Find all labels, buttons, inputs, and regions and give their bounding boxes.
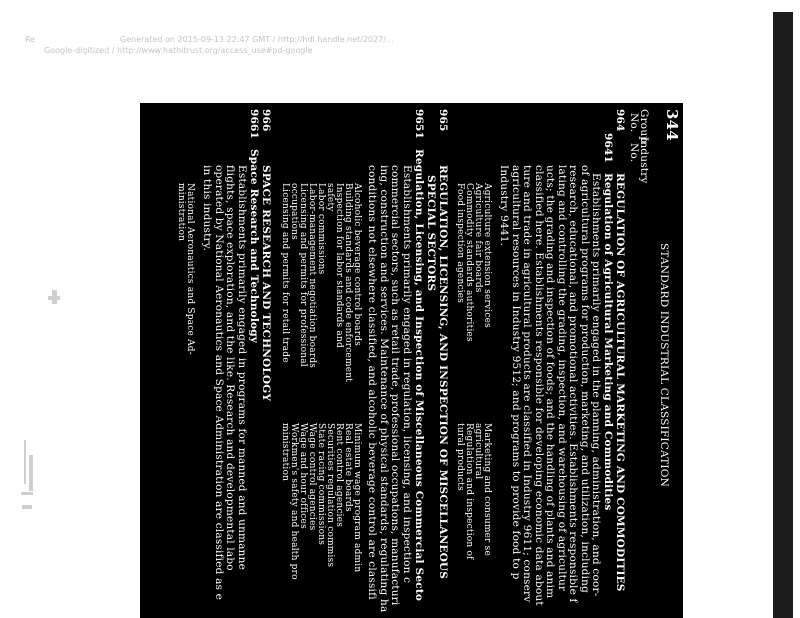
scanned-page <box>140 103 683 618</box>
group-title: REGULATION OF AGRICULTURAL MARKETING AND COMMODITIES <box>614 173 626 592</box>
list-item: State racing commissions <box>316 423 326 546</box>
scan-left-mark: Re <box>25 35 36 44</box>
body-line: of agricultural programs for production, marketing, and utilization, including <box>579 165 591 594</box>
list-item: Labor commissions <box>316 183 326 275</box>
body-line: commercial sectors, such as retail trade, professional occupations, manufacturi <box>389 165 402 606</box>
col-head-no: No. <box>628 113 640 133</box>
body-line: Establishments primarily engaged in the planning, administration, and coor- <box>590 173 603 597</box>
list-item: Minimum wage program admin <box>352 423 362 573</box>
list-item: Real estate boards <box>343 423 353 512</box>
group-number: 964 <box>614 109 626 132</box>
group-number: 965 <box>437 109 449 132</box>
list-item: Inspection for labor standards and <box>334 183 344 348</box>
list-item: Labor-management negotiation boards <box>307 183 317 369</box>
group-title: REGULATION, LICENSING, AND INSPECTION OF MISCELLANEOUS <box>437 165 449 580</box>
list-item: Regulation and inspection of <box>464 423 474 560</box>
body-line: operated by National Aeronautics and Space Administration are classified as e <box>213 165 225 601</box>
list-item: ministration <box>280 423 290 482</box>
list-item: Wage and hour offices <box>298 423 308 529</box>
group-title: SPECIAL SECTORS <box>425 175 437 292</box>
list-item: Securities regulation commiss <box>325 423 335 568</box>
industry-number: 9641 <box>602 133 614 164</box>
body-line: ucts; the grading and inspection of foods; and the handling of plants and anim <box>544 165 557 599</box>
body-line: Establishments primarily engaged in programs for manned and unmanne <box>236 165 248 571</box>
body-line: agricultural resources in Industry 9512; and programs to provide food to p <box>510 165 522 580</box>
industry-title: Regulation, Licensing, and Inspection of Miscellaneous Commercial Secto <box>413 149 425 602</box>
industry-number: 9661 <box>248 109 260 140</box>
list-item: tural products <box>455 423 465 491</box>
list-item: Licensing and permits for professional <box>298 183 308 367</box>
body-line: flights, space exploration, and the like. Research and developmental labo <box>224 165 237 571</box>
col-head-no: No. <box>628 143 640 163</box>
col-head-group: Group <box>638 109 650 144</box>
industry-title: Space Research and Technology <box>248 149 260 344</box>
list-item: Alcoholic beverage control boards <box>352 183 362 346</box>
group-number: 966 <box>260 109 272 132</box>
scrollbar[interactable] <box>773 12 793 618</box>
col-head-industry: Industry <box>638 137 650 184</box>
list-item: Wage control agencies <box>307 423 317 531</box>
body-line: Industry 9441. <box>498 165 511 247</box>
list-item: ministration <box>176 183 186 242</box>
body-line: Establishments primarily engaged in regulation, licensing, and inspection c <box>401 165 413 584</box>
list-item: Agriculture extension services <box>482 183 492 328</box>
list-item: Agriculture fair boards <box>473 183 483 293</box>
body-line: research, educational, and promotional activities. Establishments responsible f <box>567 165 580 603</box>
industry-title: Regulation of Agricultural Marketing and Commodities <box>602 173 614 511</box>
list-item: Licensing and permits for retail trade <box>280 183 290 363</box>
header-line-1: Generated on 2015-09-13 22:47 GMT / http://hdl.handle.net/2027/... <box>120 35 394 44</box>
list-item: Food inspection agencies <box>455 183 465 304</box>
list-item: Rent control agencies <box>334 423 344 528</box>
page-number: 344 <box>663 109 681 141</box>
body-line: in this industry. <box>201 165 214 252</box>
header-line-2: Google-digitized / http://www.hathitrust.org/access_use#pd-google <box>44 46 313 55</box>
body-line: ture and trade in agricultural products are classified in Industry 9611; conserv <box>521 165 534 603</box>
list-item: occupations <box>289 183 299 240</box>
list-item: Workmen's safety and health pro <box>289 423 299 580</box>
body-line: classified here. Establishments responsible for developing economic data about <box>533 165 545 606</box>
list-item: Commodity standards authorities <box>464 183 474 342</box>
list-item: Building standards and code enforcement <box>343 183 353 383</box>
body-line: conditions not elsewhere classified, and alcoholic beverage control are classifi <box>366 165 379 600</box>
list-item: National Aeronautics and Space Ad- <box>185 183 195 355</box>
running-title: STANDARD INDUSTRIAL CLASSIFICATION <box>658 243 670 487</box>
list-item: safety <box>325 183 335 212</box>
body-line: ing, construction and services. Maintenance of physical standards, regulating ha <box>378 165 390 613</box>
body-line: lating and controlling the grading, inspection, and warehousing of agricultur <box>556 165 568 592</box>
industry-number: 9651 <box>413 109 425 140</box>
list-item: Marketing and consumer se <box>482 423 492 556</box>
group-title: SPACE RESEARCH AND TECHNOLOGY <box>260 165 272 402</box>
list-item: agricultural <box>473 423 483 480</box>
